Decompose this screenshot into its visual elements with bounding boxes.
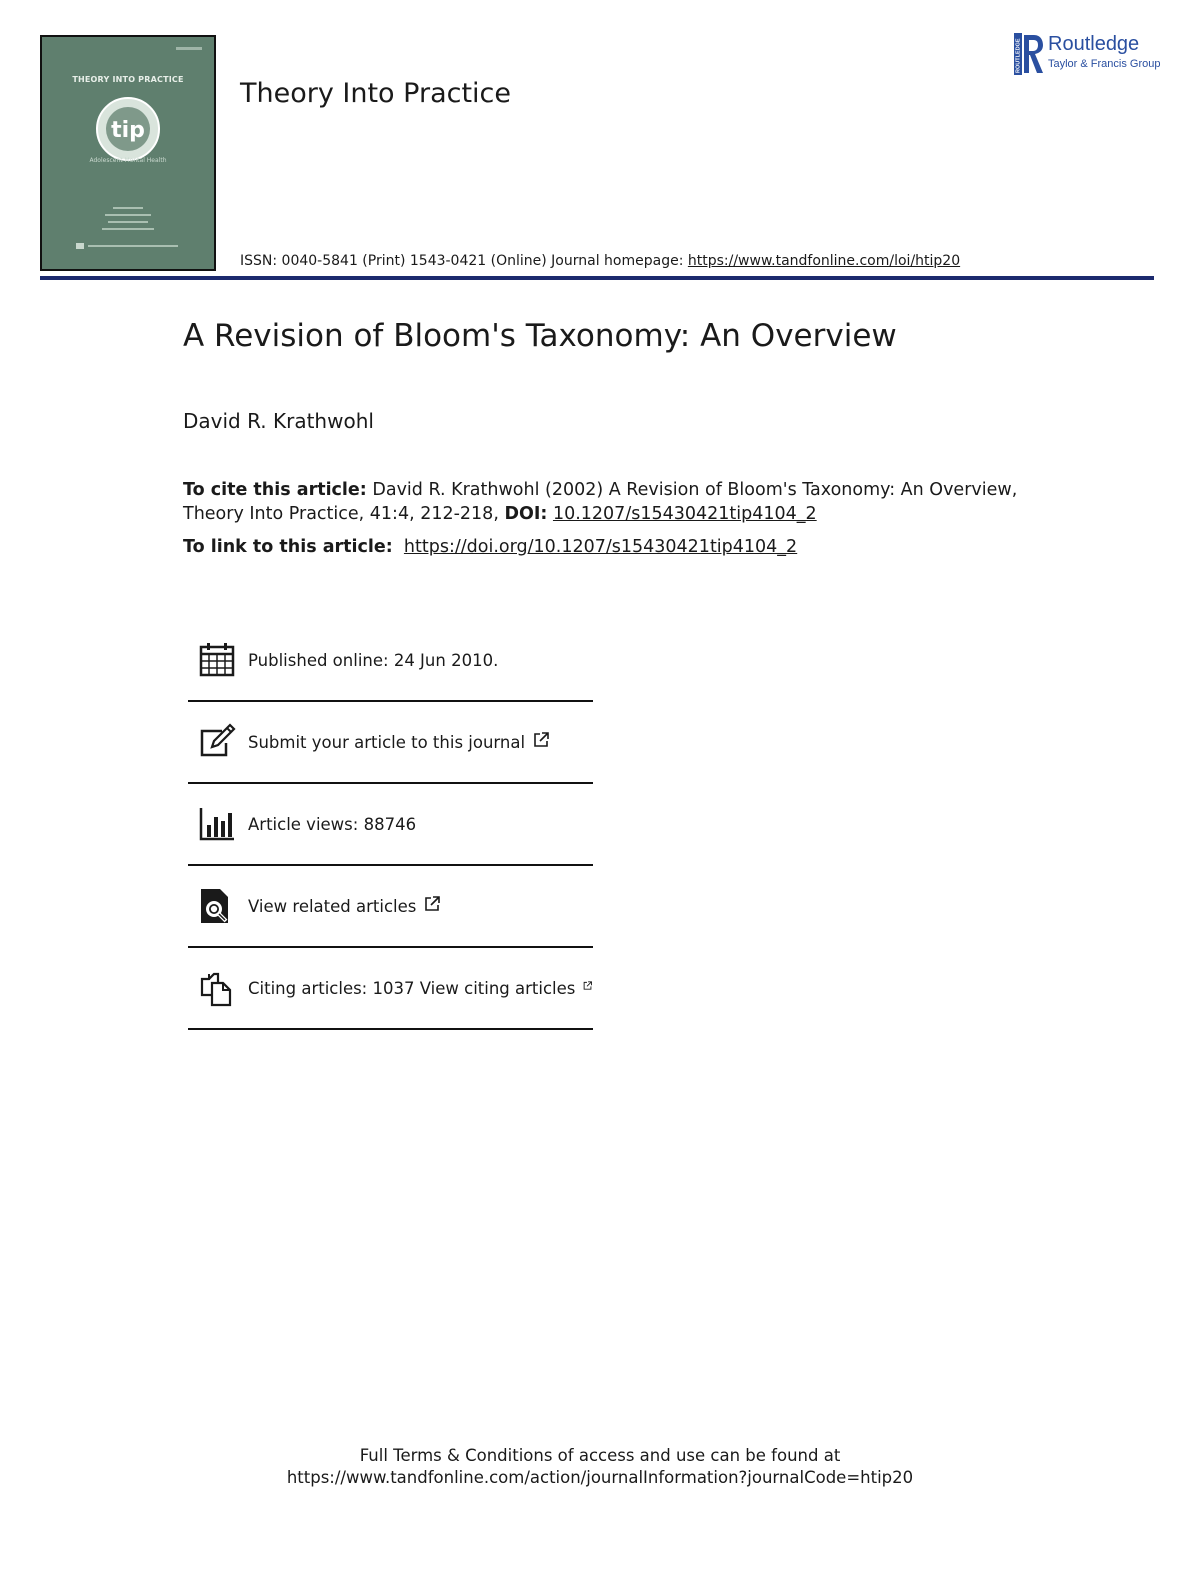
calendar-icon (198, 641, 236, 679)
link-label: To link to this article: (183, 537, 393, 557)
issn-text: ISSN: 0040-5841 (Print) 1543-0421 (Online) Journal homepage: (240, 253, 688, 269)
journal-title: Theory Into Practice (240, 78, 512, 109)
article-doi-url[interactable]: https://doi.org/10.1207/s15430421tip4104_2 (403, 537, 798, 557)
documents-icon (198, 969, 236, 1007)
bar-chart-icon (198, 805, 236, 843)
journal-cover-image (40, 35, 216, 271)
external-link-icon (583, 977, 593, 994)
cover-publisher-mark (76, 243, 180, 249)
related-articles-link[interactable]: View related articles (248, 896, 417, 916)
cover-issn-mark (176, 47, 202, 50)
header-divider (40, 276, 1154, 280)
doi-link[interactable]: 10.1207/s15430421tip4104_2 (552, 504, 817, 524)
routledge-r-icon (1014, 33, 1044, 75)
publisher-subtitle: Taylor & Francis Group (1048, 58, 1161, 70)
published-date: Published online: 24 Jun 2010. (248, 650, 499, 670)
views-row (188, 784, 593, 866)
cover-logo-text: tip (111, 118, 145, 143)
external-link-icon (533, 731, 550, 748)
footer-terms-url[interactable]: https://www.tandfonline.com/action/journalInformation?journalCode=htip20 (286, 1468, 914, 1487)
article-title: A Revision of Bloom's Taxonomy: An Overview (183, 318, 897, 354)
cite-text: David R. Krathwohl (2002) A Revision of Bloom's Taxonomy: An Overview, Theory Into Practice, 41:4, 212-218, (183, 480, 1018, 524)
published-row (188, 620, 593, 702)
citing-row[interactable] (188, 948, 593, 1030)
cite-label: To cite this article: (183, 480, 367, 500)
footer-terms-text: Full Terms & Conditions of access and use can be found at (359, 1446, 841, 1465)
article-info-list (188, 620, 593, 1030)
related-row[interactable] (188, 866, 593, 948)
cover-subtitle: Adolescent Mental Health (89, 157, 167, 164)
routledge-side-text: ROUTLEDGE (1015, 38, 1022, 73)
edit-icon (198, 723, 236, 761)
cover-text-lines (100, 207, 156, 235)
cover-title: THEORY INTO PRACTICE (72, 75, 184, 84)
article-views: Article views: 88746 (248, 814, 417, 834)
external-link-icon (424, 895, 441, 912)
doi-label: DOI: (504, 504, 548, 524)
issn-line (240, 253, 960, 269)
submit-row[interactable] (188, 702, 593, 784)
terms-footer (0, 1445, 1200, 1489)
author-name: David R. Krathwohl (183, 409, 374, 433)
journal-homepage-link[interactable]: https://www.tandfonline.com/loi/htip20 (687, 253, 961, 269)
routledge-logo (1014, 33, 1164, 77)
document-search-icon (198, 887, 236, 925)
publisher-name: Routledge (1048, 33, 1140, 55)
cover-logo (94, 95, 162, 163)
citation-block (183, 478, 1043, 526)
submit-article-link[interactable]: Submit your article to this journal (248, 732, 526, 752)
citing-articles-link[interactable]: Citing articles: 1037 View citing articles (248, 978, 576, 998)
article-link-line (183, 537, 797, 557)
